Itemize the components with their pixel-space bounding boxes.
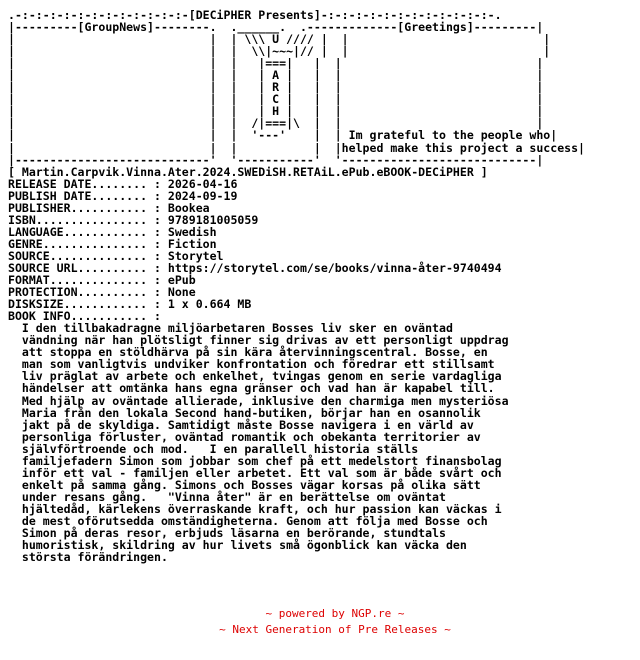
- nfo-line: | | | |===| | | |: [8, 56, 544, 71]
- nfo-line: | | | '---' | | Im grateful to the people who|: [8, 128, 558, 143]
- nfo-text: [8, 9, 585, 563]
- nfo-line: | | | | H | | | |: [8, 104, 544, 119]
- nfo-line: SOURCE URL.......... : https://storytel.com/se/books/vinna-åter-9740494: [8, 260, 502, 275]
- nfo-line: |----------------------------' '-----------' '----------------------------|: [8, 152, 544, 167]
- powered-by-text: ~ powered by NGP.re ~: [265, 607, 405, 620]
- nfo-line: Med hjälp av oväntade allierade, inklusive den charmiga men mysteriösa: [8, 393, 509, 408]
- nfo-line: ISBN................ : 9789181005059: [8, 212, 259, 227]
- nfo-line: | | | | C | | | |: [8, 92, 544, 107]
- nfo-line: LANGUAGE............ : Swedish: [8, 224, 217, 239]
- nfo-line: PROTECTION.......... : None: [8, 285, 196, 300]
- nfo-line: enkelt på samma gång. Simons och Bosses vägar korsas på olika sätt: [8, 477, 481, 492]
- nfo-line: under resans gång. "Vinna åter" är en berättelse om oväntat: [8, 489, 446, 504]
- nfo-line: jakt på de skyldiga. Samtidigt måste Bosse navigera i en värld av: [8, 417, 474, 432]
- nfo-line: humoristisk, skildring av hur livets små ögonblick kan väcka den: [8, 538, 467, 553]
- nfo-line: de mest oförutsedda omständigheterna. Genom att följa med Bosse och: [8, 513, 488, 528]
- nfo-line: | | | | A | | | |: [8, 68, 544, 83]
- nfo-line: DISKSIZE............ : 1 x 0.664 MB: [8, 297, 252, 312]
- nfo-line: självförtroende och mod. I en parallell historia ställs: [8, 441, 419, 456]
- nfo-line: | | | | R | | | |: [8, 80, 544, 95]
- nfo-line: |---------[GroupNews]--------. .______. .-------------[Greetings]---------|: [8, 20, 544, 35]
- nfo-line: RELEASE DATE........ : 2026-04-16: [8, 176, 238, 191]
- nfo-line: liv präglat av arbete och enkelhet, tvingas genom en serie vardagliga: [8, 369, 502, 384]
- nfo-line: FORMAT.............. : ePub: [8, 273, 196, 288]
- nfo-line: PUBLISHER........... : Bookea: [8, 200, 210, 215]
- nfo-line: | | | \\\ U //// | | |: [8, 32, 551, 47]
- nfo-line: I den tillbakadragne miljöarbetaren Bosses liv sker en oväntad: [8, 321, 453, 336]
- nfo-line: | | | | |helped make this project a success|: [8, 140, 586, 155]
- nfo-line: att stoppa en stöldhärva på sin kära återvinningscentral. Bosse, en: [8, 345, 488, 360]
- nfo-line: största förändringen.: [8, 550, 168, 565]
- tagline-text: ~ Next Generation of Pre Releases ~: [219, 623, 451, 636]
- nfo-line: PUBLISH DATE........ : 2024-09-19: [8, 188, 238, 203]
- nfo-line: personliga förluster, oväntad romantik och obekanta territorier av: [8, 429, 481, 444]
- nfo-line: hjältedåd, kärlekens överraskande kraft, och hur passion kan väckas i: [8, 501, 502, 516]
- nfo-line: GENRE............... : Fiction: [8, 236, 217, 251]
- footer: [0, 606, 640, 638]
- nfo-line: inför ett val - familjen eller arbetet. Ett val som är både svårt och: [8, 465, 502, 480]
- nfo-line: vändning när han plötsligt finner sig drivas av ett personligt uppdrag: [8, 333, 509, 348]
- nfo-line: händelser att omtänka hans egna gränser och vad han är kapabel till.: [8, 381, 495, 396]
- nfo-line: familjefadern Simon som jobbar som chef på ett medelstort finansbolag: [8, 453, 502, 468]
- nfo-line: man som vanligtvis undviker konfrontation och föredrar ett stillsamt: [8, 357, 495, 372]
- nfo-line: SOURCE.............. : Storytel: [8, 248, 224, 263]
- nfo-line: | | | /|===|\ | | |: [8, 116, 544, 131]
- nfo-line: BOOK INFO........... :: [8, 309, 161, 324]
- nfo-line: Simon på deras resor, erbjuds läsarna en berörande, stundtals: [8, 526, 446, 541]
- nfo-line: Maria från den lokala Second hand-butiken, börjar han en osannolik: [8, 405, 481, 420]
- nfo-line: [ Martin.Carpvik.Vinna.Ater.2024.SWEDiSH.RETAiL.ePub.eBOOK-DECiPHER ]: [8, 164, 488, 179]
- nfo-line: .-:-:-:-:-:-:-:-:-:-:-:-:-[DECiPHER Presents]-:-:-:-:-:-:-:-:-:-:-:-:-.: [8, 8, 502, 22]
- nfo-line: | | | \\|~~~|// | | |: [8, 44, 551, 59]
